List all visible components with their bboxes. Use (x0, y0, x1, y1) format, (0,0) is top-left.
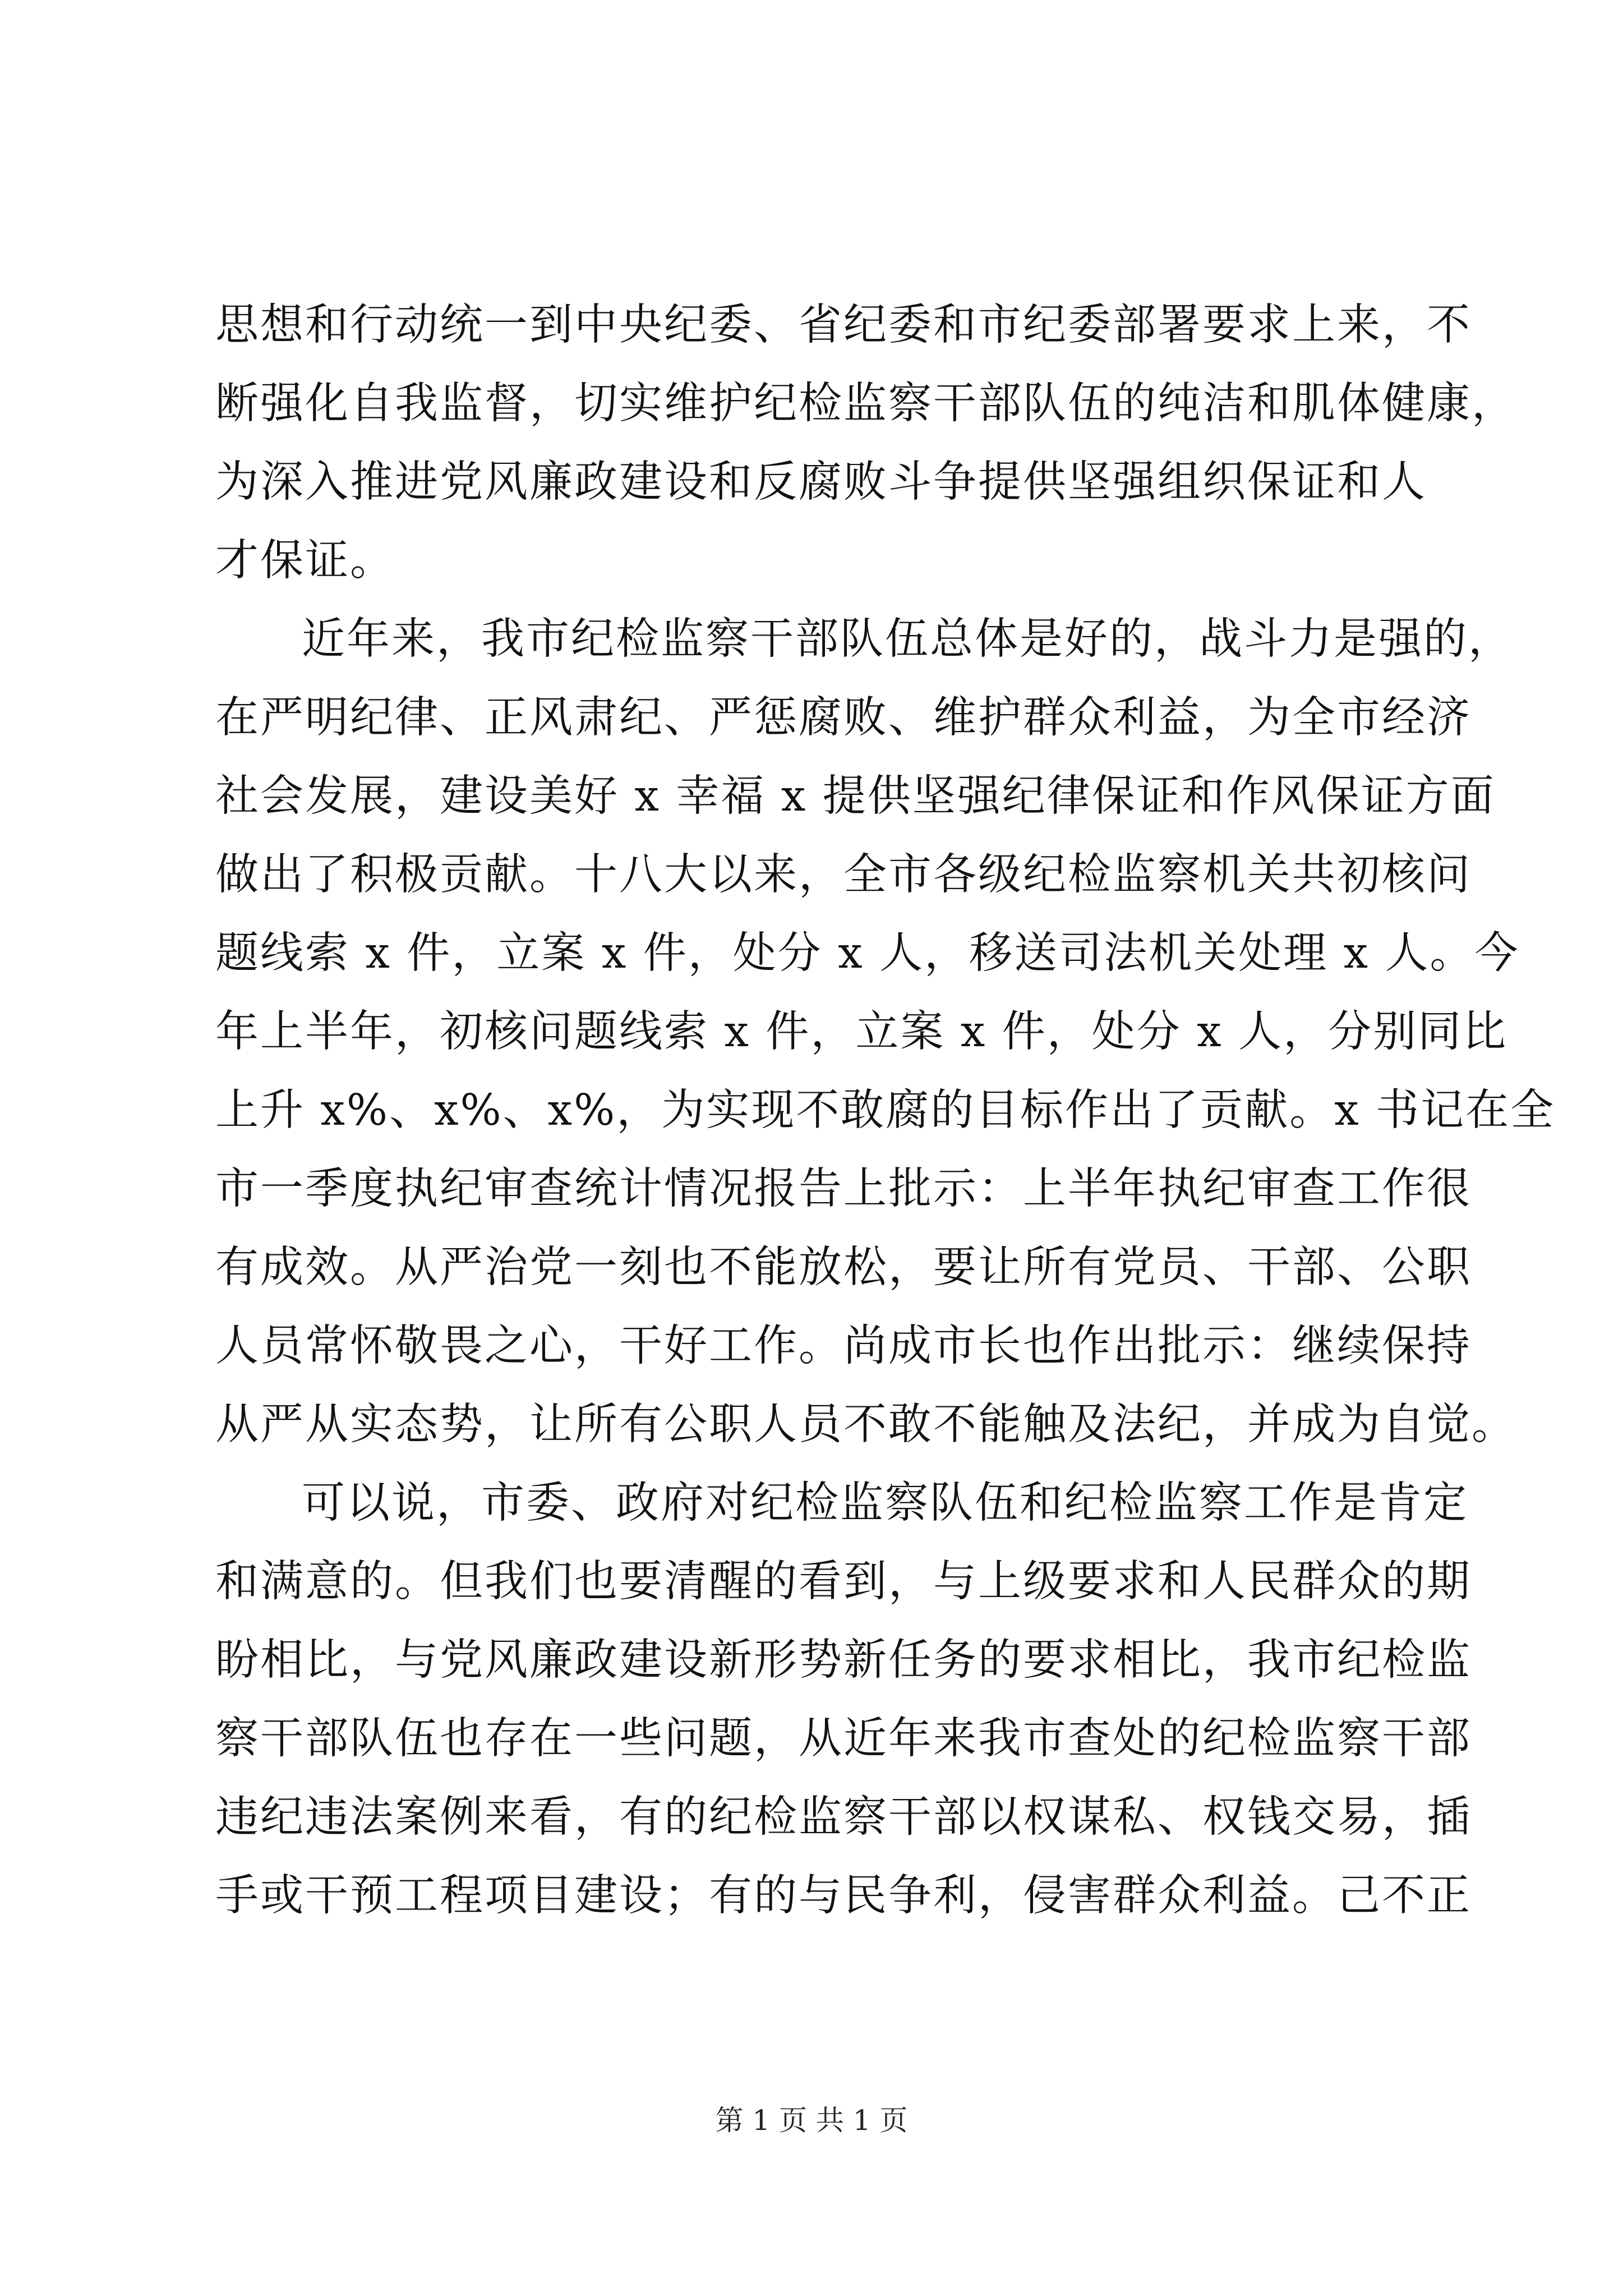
paragraph-2 (215, 600, 1556, 1464)
text-line: 上升 x%、x%、x%，为实现不敢腐的目标作出了贡献。x 书记在全 (215, 1085, 1556, 1135)
text-line: 有成效。从严治党一刻也不能放松，要让所有党员、干部、公职 (215, 1243, 1472, 1292)
text-line: 为深入推进党风廉政建设和反腐败斗争提供坚强组织保证和人 (215, 457, 1427, 507)
text-line: 题线索 x 件，立案 x 件，处分 x 人，移送司法机关处理 x 人。今 (215, 928, 1520, 978)
text-line: 违纪违法案例来看，有的纪检监察干部以权谋私、权钱交易，插 (215, 1792, 1472, 1842)
paragraph-1 (215, 286, 1516, 600)
paragraph-3 (215, 1464, 1472, 1935)
text-line: 和满意的。但我们也要清醒的看到，与上级要求和人民群众的期 (215, 1557, 1472, 1607)
text-line: 年上半年，初核问题线索 x 件，立案 x 件，处分 x 人，分别同比 (215, 1007, 1508, 1057)
text-line: 社会发展，建设美好 x 幸福 x 提供坚强纪律保证和作风保证方面 (215, 771, 1496, 821)
document-body (215, 286, 1556, 1935)
text-line: 察干部队伍也存在一些问题，从近年来我市查处的纪检监察干部 (215, 1714, 1472, 1764)
text-line: 做出了积极贡献。十八大以来，全市各级纪检监察机关共初核问 (215, 850, 1472, 900)
text-line: 人员常怀敬畏之心，干好工作。尚成市长也作出批示：继续保持 (215, 1321, 1472, 1371)
text-line: 可以说，市委、政府对纪检监察队伍和纪检监察工作是肯定 (302, 1478, 1468, 1528)
text-line: 盼相比，与党风廉政建设新形势新任务的要求相比，我市纪检监 (215, 1635, 1472, 1685)
page-footer (0, 2101, 1623, 2140)
text-line: 在严明纪律、正风肃纪、严惩腐败、维护群众利益，为全市经济 (215, 693, 1472, 743)
text-line: 近年来，我市纪检监察干部队伍总体是好的，战斗力是强的， (302, 614, 1513, 664)
text-line: 思想和行动统一到中央纪委、省纪委和市纪委部署要求上来，不 (215, 300, 1472, 350)
text-line: 断强化自我监督，切实维护纪检监察干部队伍的纯洁和肌体健康， (215, 379, 1516, 429)
text-line: 才保证。 (215, 536, 395, 586)
page-number: 第 1 页 共 1 页 (715, 2104, 908, 2137)
text-line: 从严从实态势，让所有公职人员不敢不能触及法纪，并成为自觉。 (215, 1400, 1516, 1450)
text-line: 手或干预工程项目建设；有的与民争利，侵害群众利益。己不正 (215, 1871, 1472, 1921)
text-line: 市一季度执纪审查统计情况报告上批示：上半年执纪审查工作很 (215, 1164, 1472, 1214)
